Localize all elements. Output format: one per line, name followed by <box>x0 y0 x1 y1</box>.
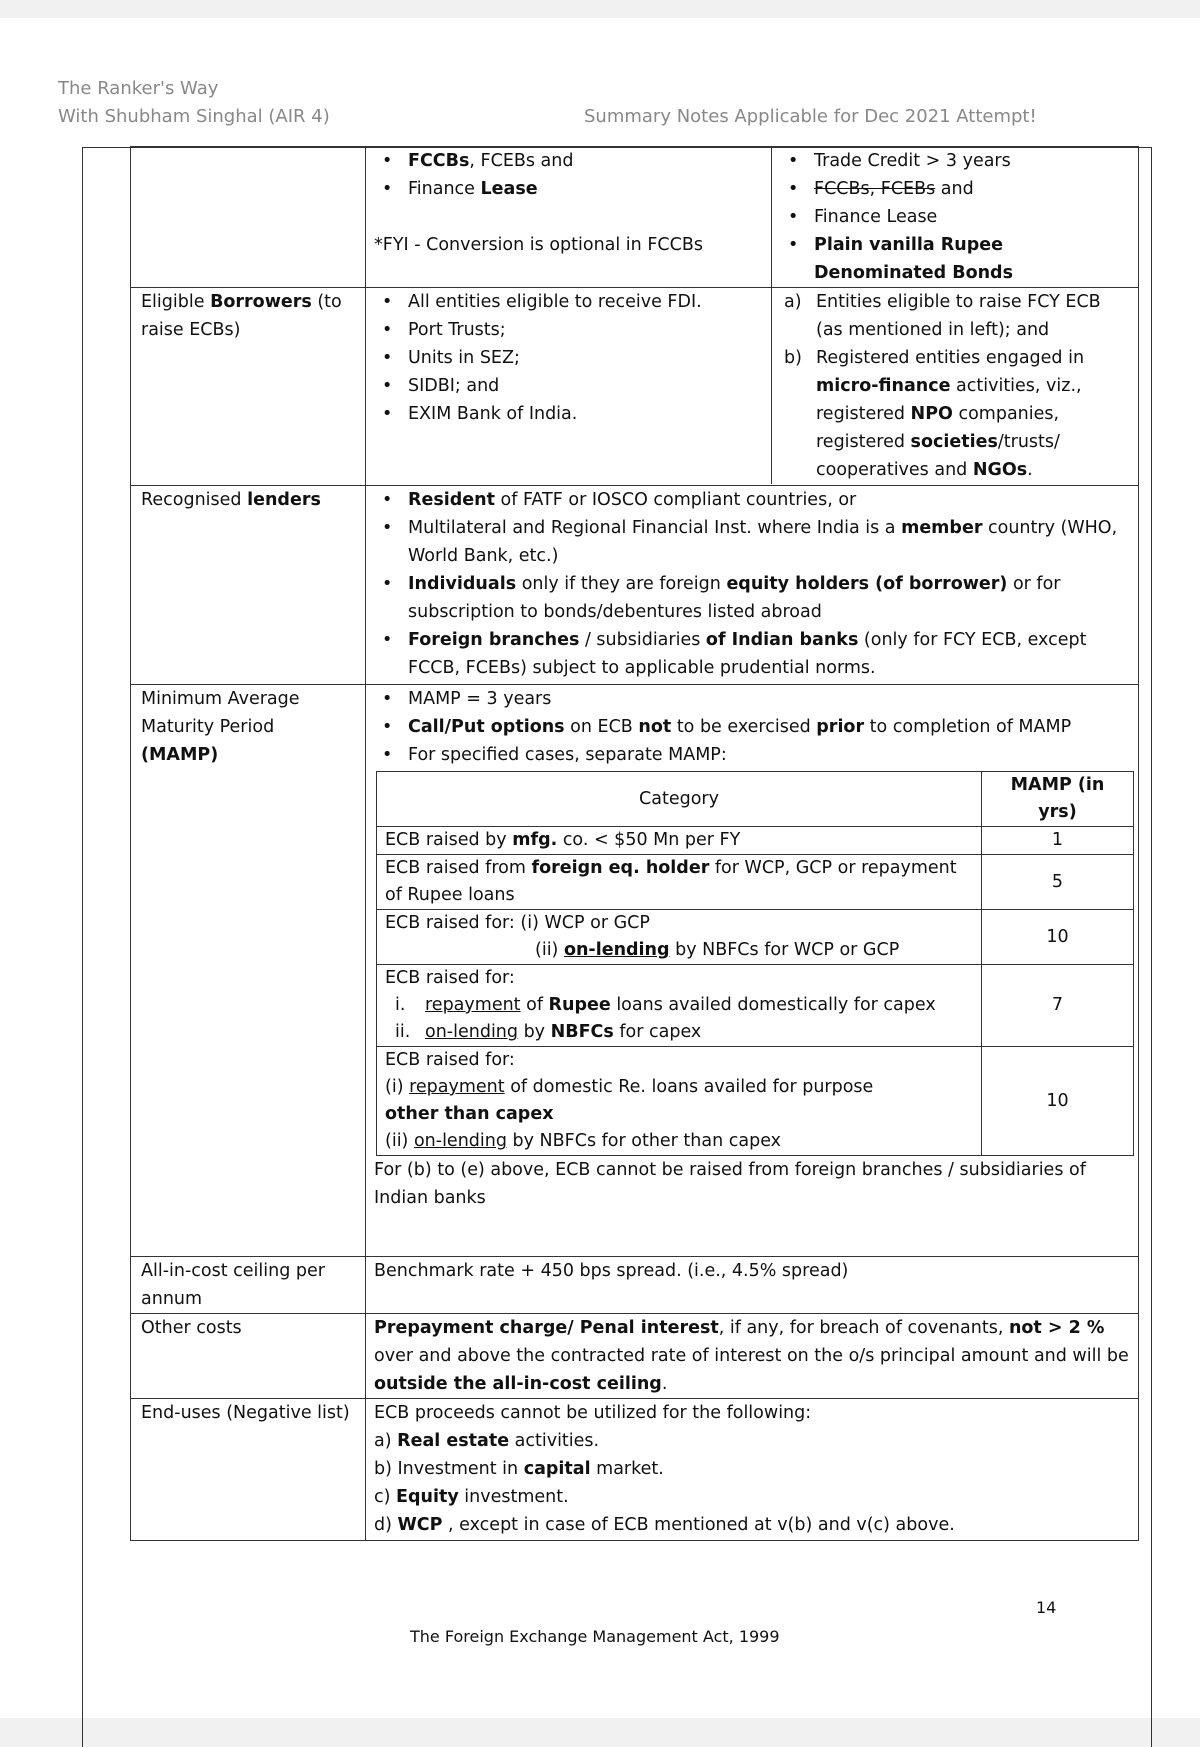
list-item: • FCCBs, FCEBs and <box>408 147 763 175</box>
category-cell: ECB raised for: i. repayment of Rupee loans availed domestically for capex ii. on-lending by NBFCs for capex <box>377 965 982 1047</box>
table-row <box>377 1047 1134 1156</box>
list-item: • For specified cases, separate MAMP: <box>408 741 1130 769</box>
list-item: b) Registered entities engaged in micro-finance activities, viz., registered NPO companies, registered societies/trusts/ cooperatives and NGOs. <box>784 348 1085 480</box>
mamp-value: 7 <box>982 965 1134 1047</box>
table-row <box>131 147 1139 288</box>
table-row <box>131 1257 1139 1314</box>
row-label-lenders: Recognised lenders <box>131 486 366 685</box>
table-row <box>377 910 1134 965</box>
mamp-note: For (b) to (e) above, ECB cannot be raised from foreign branches / subsidiaries of Indian banks <box>374 1160 1086 1208</box>
list-item: • EXIM Bank of India. <box>408 400 763 428</box>
list-item: d) WCP , except in case of ECB mentioned at v(b) and v(c) above. <box>374 1515 955 1535</box>
list-item: • All entities eligible to receive FDI. <box>408 288 763 316</box>
list-item: b) Investment in capital market. <box>374 1459 664 1479</box>
list-item: a) Real estate activities. <box>374 1431 600 1451</box>
list-item: • Individuals only if they are foreign equity holders (of borrower) or for subscription to bonds/debentures listed abroad <box>408 570 1130 626</box>
lenders-cell <box>366 486 1139 685</box>
list-item: • SIDBI; and <box>408 372 763 400</box>
table-row <box>377 965 1134 1047</box>
list-item: • Trade Credit > 3 years <box>814 147 1130 175</box>
list-item: a) Entities eligible to raise FCY ECB (as mentioned in left); and <box>784 292 1101 340</box>
mamp-value: 10 <box>982 910 1134 965</box>
all-in-cost-cell: Benchmark rate + 450 bps spread. (i.e., 4.5% spread) <box>366 1257 1139 1314</box>
row-label-all-in-cost: All-in-cost ceiling per annum <box>131 1257 366 1314</box>
list-item: • MAMP = 3 years <box>408 685 1130 713</box>
end-uses-cell: ECB proceeds cannot be utilized for the following: a) Real estate activities. b) Investment in capital market. c) Equity investment. d) WCP , except in case of ECB mentioned at v(b) and v(c) above. <box>366 1399 1139 1541</box>
table-row <box>131 288 1139 486</box>
mamp-value: 5 <box>982 855 1134 910</box>
list-item: c) Equity investment. <box>374 1487 569 1507</box>
fcy-instruments-cell <box>366 147 772 287</box>
mamp-value: 1 <box>982 827 1134 855</box>
table-row <box>131 1314 1139 1399</box>
table-header-row <box>377 772 1134 827</box>
category-cell: ECB raised for: (i) WCP or GCP (ii) on-lending by NBFCs for WCP or GCP <box>377 910 982 965</box>
list-item: • Plain vanilla Rupee Denominated Bonds <box>814 231 1130 287</box>
list-item: • Units in SEZ; <box>408 344 763 372</box>
table-row <box>131 685 1139 1257</box>
row-label-mamp: Minimum Average Maturity Period (MAMP) <box>131 685 366 1257</box>
category-cell: ECB raised for: (i) repayment of domestic Re. loans availed for purpose other than capex (ii) on-lending by NBFCs for other than capex <box>377 1047 982 1156</box>
header-author: With Shubham Singhal (AIR 4) <box>58 106 330 127</box>
list-item: i. repayment of Rupee loans availed domestically for capex <box>395 995 936 1015</box>
ecb-table <box>130 146 1139 1541</box>
inr-borrowers-cell <box>772 288 1138 484</box>
column-header-category: Category <box>377 772 982 827</box>
table-row <box>377 827 1134 855</box>
list-item: • Call/Put options on ECB not to be exercised prior to completion of MAMP <box>408 713 1130 741</box>
list-item: ii. on-lending by NBFCs for capex <box>395 1022 702 1042</box>
row-label-empty <box>131 147 366 288</box>
table-row <box>131 1399 1139 1541</box>
fcy-borrowers-cell <box>366 288 772 484</box>
mamp-value: 10 <box>982 1047 1134 1156</box>
footer-title: The Foreign Exchange Management Act, 1999 <box>410 1627 780 1646</box>
row-label-end-uses: End-uses (Negative list) <box>131 1399 366 1541</box>
row-label-borrowers: Eligible Borrowers (to raise ECBs) <box>131 288 366 486</box>
header-title: The Ranker's Way <box>58 78 219 99</box>
list-item: • Port Trusts; <box>408 316 763 344</box>
list-item: • Finance Lease <box>814 203 1130 231</box>
page-number: 14 <box>1036 1598 1057 1617</box>
table-row <box>131 486 1139 685</box>
header-right-note: Summary Notes Applicable for Dec 2021 Attempt! <box>584 106 1037 127</box>
table-row <box>377 855 1134 910</box>
list-item: • Foreign branches / subsidiaries of Indian banks (only for FCY ECB, except FCCB, FCEBs) subject to applicable prudential norms. <box>408 626 1130 682</box>
column-header-mamp: MAMP (in yrs) <box>982 772 1134 827</box>
list-item: • Finance Lease <box>408 175 763 203</box>
other-costs-cell: Prepayment charge/ Penal interest, if any, for breach of covenants, not > 2 % over and above the contracted rate of interest on the o/s principal amount and will be outside the all-in-cost ceiling. <box>366 1314 1139 1399</box>
category-cell: ECB raised from foreign eq. holder for WCP, GCP or repayment of Rupee loans <box>377 855 982 910</box>
inr-instruments-cell <box>772 147 1138 287</box>
mamp-cell <box>366 685 1139 1257</box>
row-label-other-costs: Other costs <box>131 1314 366 1399</box>
mamp-table <box>376 771 1134 1156</box>
fyi-note: *FYI - Conversion is optional in FCCBs <box>374 235 703 255</box>
list-item: • FCCBs, FCEBs and <box>814 175 1130 203</box>
category-cell: ECB raised by mfg. co. < $50 Mn per FY <box>377 827 982 855</box>
list-item: • Multilateral and Regional Financial Inst. where India is a member country (WHO, World Bank, etc.) <box>408 514 1130 570</box>
list-item: • Resident of FATF or IOSCO compliant countries, or <box>408 486 1130 514</box>
